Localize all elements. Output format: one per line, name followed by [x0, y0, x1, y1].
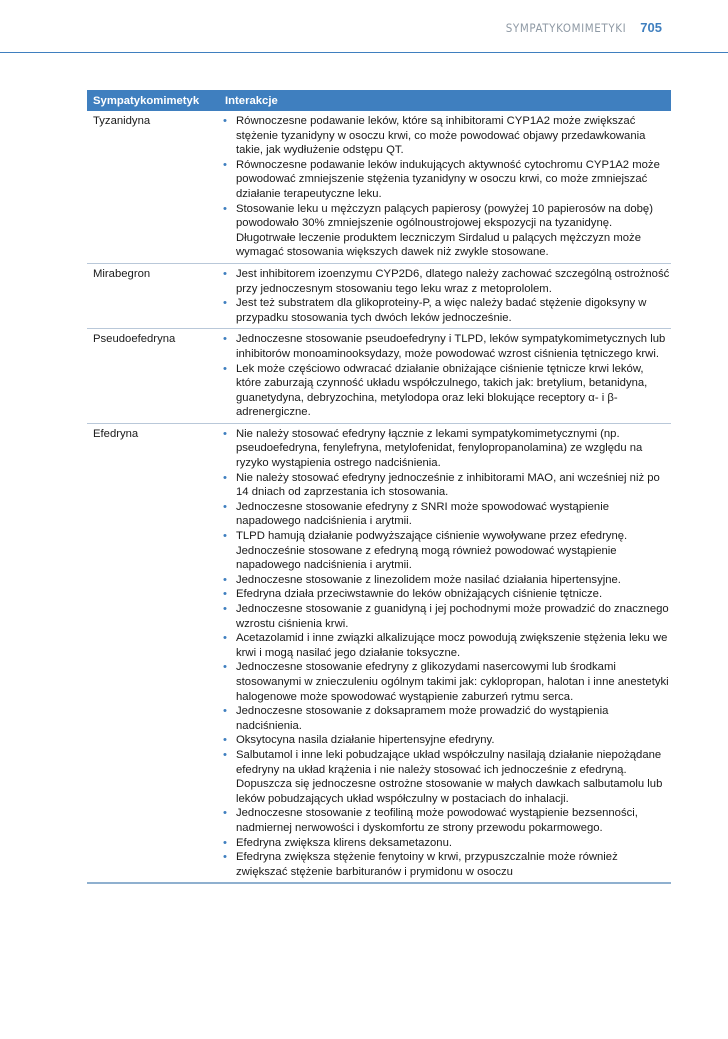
interaction-item: • Efedryna działa przeciwstawnie do leków obniżających ciśnienie tętnicze. [223, 587, 671, 602]
interaction-item: • Nie należy stosować efedryny łącznie z lekami sympatykomimetycznymi (np. pseudoefedryna, fenylefryna, metylofenidat, fenylopropanolamina) ze względu na ryzyko wystąpienia ostrego nadciśnienia. [223, 427, 671, 471]
drug-name: Pseudoefedryna [93, 333, 176, 346]
interaction-item: • Jednoczesne stosowanie z teofiliną może powodować wystąpienie bezsenności, nadmiernej nerwowości i dyskomfortu ze strony przewodu pokarmowego. [223, 806, 671, 835]
interaction-list [223, 332, 671, 420]
interaction-list [223, 267, 671, 325]
interaction-item: • Jednoczesne stosowanie z linezolidem może nasilać działania hipertensyjne. [223, 573, 671, 588]
drug-name: Efedryna [93, 427, 139, 440]
interaction-item: • Jest inhibitorem izoenzymu CYP2D6, dlatego należy zachować szczególną ostrożność przy jednoczesnym stosowaniu tego leku wraz z metoprololem. [223, 267, 671, 296]
table-row [87, 424, 671, 884]
interaction-item: • Acetazolamid i inne związki alkalizujące mocz powodują zwiększenie stężenia leku we krwi i mogą nasilać jego działanie toksyczne. [223, 631, 671, 660]
interaction-item: • Równoczesne podawanie leków, które są inhibitorami CYP1A2 może zwiększać stężenie tyzanidyny w osoczu krwi, co może powodować objawy przedawkowania takie, jak wydłużenie odstępu QT. [223, 114, 671, 158]
running-title: SYMPATYKOMIMETYKI [505, 21, 627, 35]
interactions-table [87, 90, 671, 884]
table-row [87, 329, 671, 424]
interaction-item: • Salbutamol i inne leki pobudzające układ współczulny nasilają działanie niepożądane efedryny na układ krążenia i nie należy stosować ich jednocześnie z efedryną. Dopuszcza się jednoczesne ostrożne stosowanie w małych dawkach salbutamolu lub leków pobudzających układ współczulny w postaciach do inhalacji. [223, 748, 671, 806]
interaction-item: • TLPD hamują działanie podwyższające ciśnienie wywoływane przez efedrynę. Jednocześnie stosowane z efedryną mogą również powodować wystąpienie napadowego nadciśnienia i arytmii. [223, 529, 671, 573]
interaction-item: • Jednoczesne stosowanie efedryny z SNRI może spowodować wystąpienie napadowego nadciśnienia i arytmii. [223, 500, 671, 529]
drug-name: Mirabegron [93, 267, 151, 280]
interaction-item: • Jednoczesne stosowanie pseudoefedryny i TLPD, leków sympatykomimetycznych lub inhibitorów monoaminooksydazy, może powodować wzrost ciśnienia tętniczego krwi. [223, 332, 671, 361]
interaction-item: • Nie należy stosować efedryny jednocześnie z inhibitorami MAO, ani wcześniej niż po 14 dniach od zaprzestania ich stosowania. [223, 471, 671, 500]
interaction-item: • Jednoczesne stosowanie z doksapramem może prowadzić do wystąpienia nadciśnienia. [223, 704, 671, 733]
interaction-item: • Lek może częściowo odwracać działanie obniżające ciśnienie tętnicze krwi leków, które zaburzają czynność układu współczulnego, takich jak: bretylium, betanidyna, guanetydyna, debryzochina, metylodopa oraz leki blokujące receptory α- i β-adrenergiczne. [223, 362, 671, 420]
table-header [87, 90, 671, 111]
interaction-item: • Efedryna zwiększa stężenie fenytoiny w krwi, przypuszczalnie może również zwiększać stężenie barbituranów i prymidonu w osoczu [223, 850, 671, 879]
interaction-item: • Jednoczesne stosowanie efedryny z glikozydami nasercowymi lub środkami stosowanymi w znieczuleniu ogólnym takimi jak: cyklopropan, halotan i inne anestetyki halogenowe może spowodować wystąpienie zaburzeń rytmu serca. [223, 660, 671, 704]
interaction-item: • Efedryna zwiększa klirens deksametazonu. [223, 836, 671, 851]
table-row [87, 264, 671, 329]
interaction-item: • Jest też substratem dla glikoproteiny-P, a więc należy badać stężenie digoksyny w przypadku stosowania tych dwóch leków jednocześnie. [223, 296, 671, 325]
table-row [87, 111, 671, 264]
running-head [506, 20, 662, 35]
column-header-interactions: Interakcje [225, 94, 278, 107]
interaction-item: • Jednoczesne stosowanie z guanidyną i jej pochodnymi może prowadzić do znacznego wzrostu ciśnienia krwi. [223, 602, 671, 631]
page-number: 705 [640, 20, 662, 35]
table-body [87, 111, 671, 884]
drug-name: Tyzanidyna [93, 115, 151, 127]
interaction-list [223, 114, 671, 260]
column-header-drug: Sympatykomimetyk [93, 94, 200, 107]
interaction-item: • Równoczesne podawanie leków indukujących aktywność cytochromu CYP1A2 może powodować zmniejszenie stężenia tyzanidyny w osoczu krwi, co może zmniejszać działanie terapeutyczne leku. [223, 158, 671, 202]
interaction-item: • Stosowanie leku u mężczyzn palących papierosy (powyżej 10 papierosów na dobę) powodowało 30% zmniejszenie ogólnoustrojowej ekspozycji na tyzanidynę. Długotrwałe leczenie produktem leczniczym Sirdalud u palących mężczyzn może wymagać stosowania większych dawek niż zwykle stosowane. [223, 202, 671, 260]
interaction-list [223, 427, 671, 879]
interaction-item: • Oksytocyna nasila działanie hipertensyjne efedryny. [223, 733, 671, 748]
header-rule [0, 52, 728, 53]
